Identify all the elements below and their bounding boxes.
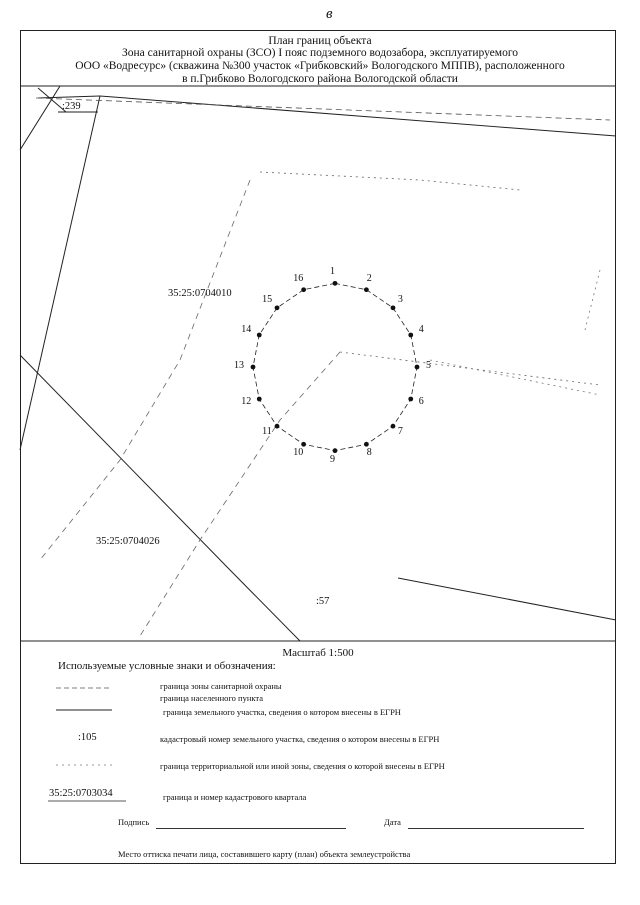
zone-point-label-14: 14 (241, 324, 252, 336)
zone-boundary-4 (430, 360, 600, 395)
zone-point-label-6: 6 (418, 395, 424, 407)
zone-point-14 (257, 333, 262, 338)
zone-point-label-3: 3 (397, 293, 403, 305)
parcel-boundary-4 (20, 96, 100, 450)
map-scale: Масштаб 1:500 (282, 647, 354, 659)
zone-point-9 (333, 448, 338, 453)
parcel-label-239: :239 (62, 101, 81, 112)
quarter-label-0704010: 35:25:0704010 (168, 288, 232, 299)
parcel-boundary-6 (398, 578, 616, 620)
title-line-1: План границ объекта (268, 35, 372, 47)
settlement-boundary-1 (36, 98, 610, 120)
zone-point-5 (415, 365, 420, 370)
quarter-label-0704026: 35:25:0704026 (96, 536, 160, 547)
zone-boundary-2 (340, 352, 600, 385)
legend-item-parcel-boundary: граница земельного участка, сведения о котором внесены в ЕГРН (163, 707, 401, 717)
zone-point-3 (391, 305, 396, 310)
zone-boundary-3 (585, 270, 600, 330)
zone-point-1 (333, 281, 338, 286)
zone-boundary-1 (260, 172, 520, 190)
legend-item-settlement: граница населенного пункта (160, 693, 263, 703)
legend-item-zso: граница зоны санитарной охраны (160, 681, 282, 691)
zone-point-label-13: 13 (234, 360, 244, 371)
legend-item-quarter: граница и номер кадастрового квартала (163, 792, 307, 802)
zone-point-13 (251, 365, 256, 370)
zone-point-label-7: 7 (397, 426, 403, 438)
zone-point-4 (408, 333, 413, 338)
zone-point-12 (257, 397, 262, 402)
signature-label: Подпись (118, 817, 150, 827)
zone-point-2 (364, 287, 369, 292)
legend-sample-quarter: 35:25:0703034 (49, 788, 113, 799)
sanitary-zone-points (251, 281, 420, 453)
parcel-boundary-2 (100, 96, 616, 136)
zone-point-label-9: 9 (330, 454, 335, 465)
zone-point-label-15: 15 (262, 293, 273, 305)
legend-item-cadastral-number: кадастровый номер земельного участка, сведения о котором внесены в ЕГРН (160, 734, 440, 744)
date-line (408, 828, 584, 829)
zone-point-label-10: 10 (293, 446, 304, 458)
zone-point-11 (275, 424, 280, 429)
zone-point-label-5: 5 (426, 360, 431, 371)
zone-point-label-12: 12 (241, 395, 252, 407)
settlement-boundary-2 (40, 180, 250, 560)
zone-point-label-4: 4 (418, 324, 424, 336)
page-letter: в (326, 6, 333, 22)
legend-sample-parcel: :105 (78, 732, 97, 743)
zone-point-label-16: 16 (293, 273, 304, 285)
zone-point-label-11: 11 (262, 426, 272, 438)
zone-point-6 (408, 397, 413, 402)
parcel-boundary-1 (20, 86, 60, 150)
settlement-boundary-3 (140, 352, 340, 636)
zone-point-label-1: 1 (330, 266, 335, 277)
title-line-2: Зона санитарной охраны (ЗСО) I пояс подземного водозабора, эксплуатируемого (121, 47, 518, 59)
title-line-3: ООО «Водресурс» (скважина №300 участок «Грибковский» Вологодского МППВ), расположенного (75, 60, 565, 72)
signature-line (156, 828, 346, 829)
legend-item-territorial-zone: граница территориальной или иной зоны, сведения о которой внесены в ЕГРН (160, 761, 445, 771)
title-line-4: в п.Грибково Вологодского района Вологодской области (182, 73, 458, 85)
legend-title: Используемые условные знаки и обозначения: (58, 660, 276, 672)
zone-point-7 (391, 424, 396, 429)
zone-point-label-8: 8 (366, 446, 372, 458)
stamp-caption: Место оттиска печати лица, составившего карту (план) объекта землеустройства (118, 849, 411, 859)
date-label: Дата (384, 817, 401, 827)
parcel-label-57: :57 (316, 596, 330, 607)
zone-point-label-2: 2 (366, 273, 372, 285)
zone-point-16 (301, 287, 306, 292)
zone-point-15 (275, 305, 280, 310)
